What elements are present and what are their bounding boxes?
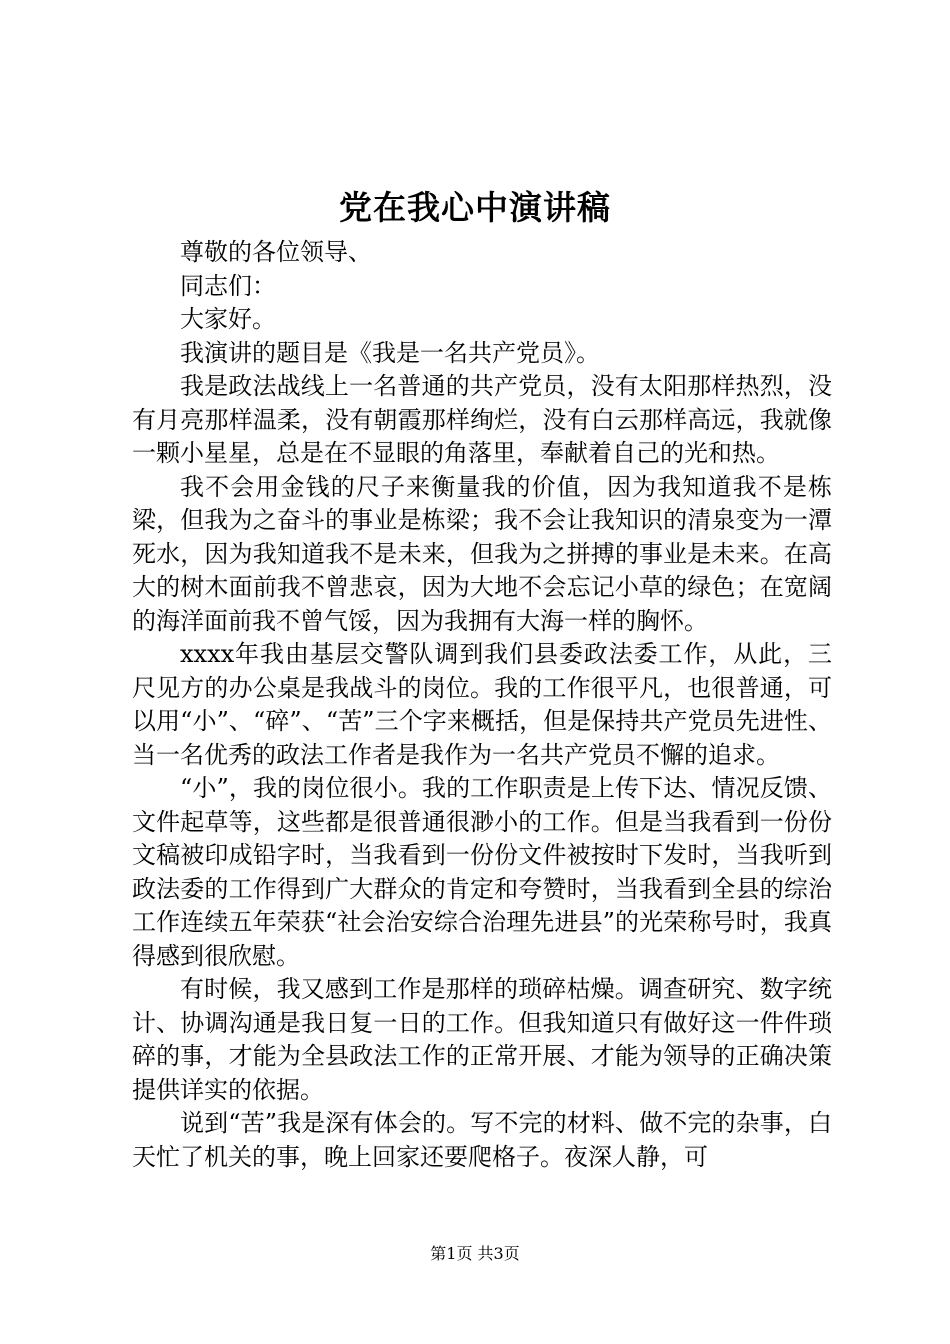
body-paragraph: 我不会用金钱的尺子来衡量我的价值，因为我知道我不是栋梁，但我为之奋斗的事业是栋梁；我不会让我知识的清泉变为一潭死水，因为我知道我不是未来，但我为之拼搏的事业是未来。在高大的树木面前我不曾悲哀，因为大地不会忘记小草的绿色；在宽阔的海洋面前我不曾气馁，因为我拥有大海一样的胸怀。	[132, 472, 832, 635]
body-paragraph: 有时候，我又感到工作是那样的琐碎枯燥。调查研究、数字统计、协调沟通是我日复一日的工作。但我知道只有做好这一件件琐碎的事，才能为全县政法工作的正常开展、才能为领导的正确决策提供详实的依据。	[132, 975, 832, 1104]
body-paragraph: “小”，我的岗位很小。我的工作职责是上传下达、情况反馈、文件起草等，这些都是很普通很渺小的工作。但是当我看到一份份文稿被印成铅字时，当我看到一份份文件被按时下发时，当我听到政法委的工作得到广大群众的肯定和夸赞时，当我看到全县的综治工作连续五年荣获“社会治安综合治理先进县”的光荣称号时，我真得感到很欣慰。	[132, 774, 832, 970]
document-body	[132, 236, 832, 1174]
page-number-footer: 第1页 共3页	[430, 1244, 520, 1263]
speech-topic-paragraph: 我演讲的题目是《我是一名共产党员》。	[180, 338, 600, 367]
salutation-line: 同志们：	[180, 271, 276, 300]
greeting-line: 大家好。	[180, 305, 276, 333]
body-paragraph: 说到“苦”我是深有体会的。写不完的材料、做不完的杂事，白天忙了机关的事，晚上回家还要爬格子。夜深人静，可	[132, 1109, 832, 1171]
salutation-line: 尊敬的各位领导、	[180, 238, 372, 266]
body-paragraph: xxxx年我由基层交警队调到我们县委政法委工作，从此，三尺见方的办公桌是我战斗的岗位。我的工作很平凡，也很普通，可以用“小”、“碎”、“苦”三个字来概括，但是保持共产党员先进性、当一名优秀的政法工作者是我作为一名共产党员不懈的追求。	[132, 640, 832, 769]
body-paragraph: 我是政法战线上一名普通的共产党员，没有太阳那样热烈，没有月亮那样温柔，没有朝霞那样绚烂，没有白云那样高远，我就像一颗小星星，总是在不显眼的角落里，奉献着自己的光和热。	[132, 372, 832, 467]
page-title: 党在我心中演讲稿	[339, 188, 611, 227]
